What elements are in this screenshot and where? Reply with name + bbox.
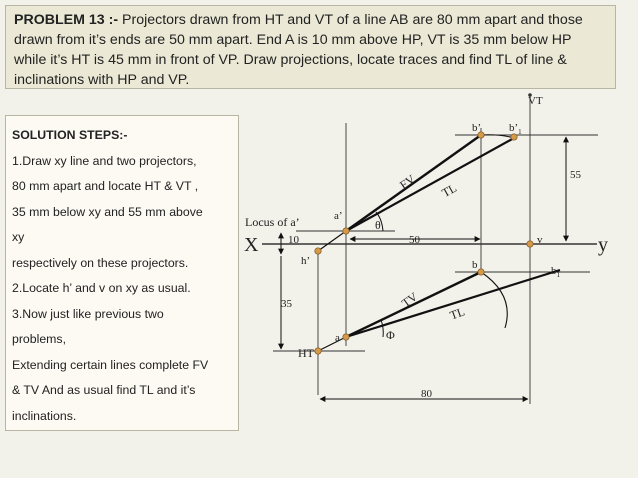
step-line: 1.Draw xy line and two projectors, <box>12 153 197 168</box>
dim-35-label: 35 <box>281 298 292 310</box>
step-line: 80 mm apart and locate HT & VT , <box>12 179 199 193</box>
vt-label: VT <box>528 95 543 107</box>
fv-extension <box>318 231 346 251</box>
true-length-top-line <box>346 138 514 231</box>
problem-line-4: inclinations with HP and VP. <box>14 72 190 88</box>
step-line: & TV And as usual find TL and it’s <box>12 383 196 397</box>
steps-heading: SOLUTION STEPS:- <box>12 128 128 142</box>
problem-line-2: drawn from it’s ends are 50 mm apart. End A is 10 mm above HP, VT is 35 mm below HP <box>14 32 572 48</box>
tl-top-label: TL <box>439 180 459 201</box>
tl-bottom-label: TL <box>447 304 467 323</box>
rotation-arc-bottom <box>481 272 507 328</box>
x-label: X <box>244 234 259 256</box>
problem-label: PROBLEM 13 :- <box>14 12 119 28</box>
step-line: respectively on these projectors. <box>12 255 189 270</box>
y-label: y <box>598 234 608 256</box>
dim-50-label: 50 <box>409 234 420 246</box>
step-line: problems, <box>12 332 66 346</box>
point-h-prime <box>315 248 321 254</box>
b-label: b <box>472 259 478 271</box>
phi-label: Φ <box>386 328 395 342</box>
point-a <box>343 334 349 340</box>
step-line: 2.Locate h’ and v on xy as usual. <box>12 281 191 295</box>
ht-label: HT <box>298 346 314 360</box>
point-v <box>527 241 533 247</box>
step-line: 35 mm below xy and 55 mm above <box>12 204 203 219</box>
fv-label: FV <box>397 171 418 193</box>
v-label: v <box>537 234 543 246</box>
dim-10-label: 10 <box>288 234 299 246</box>
step-line: inclinations. <box>12 408 77 423</box>
tv-label: TV <box>399 289 421 311</box>
true-length-bottom-line <box>346 270 560 337</box>
b-prime-label: b’ <box>472 122 482 134</box>
b1-prime-label: $b’_1$ <box>509 122 522 136</box>
step-line: 3.Now just like previous two <box>12 306 164 321</box>
a-prime-label: a’ <box>334 210 343 222</box>
dim-55-label: 55 <box>570 169 581 181</box>
dim-80-label: 80 <box>421 388 432 400</box>
point-b1-prime <box>511 134 517 140</box>
step-line: xy <box>12 230 25 244</box>
point-a-prime <box>343 228 349 234</box>
tv-extension <box>318 337 346 351</box>
locus-label: Locus of a’ <box>245 215 300 229</box>
phi-arc <box>381 320 383 337</box>
point-ht <box>315 348 321 354</box>
problem-line-3: while it’s HT is 45 mm in front of VP. Draw projections, locate traces and find TL of line & <box>14 52 567 68</box>
problem-line-1: Projectors drawn from HT and VT of a line AB are 80 mm apart and those <box>118 12 583 28</box>
step-line: Extending certain lines complete FV <box>12 357 209 372</box>
b1-label: $b_1$ <box>551 265 560 279</box>
h-prime-label: h’ <box>301 255 311 267</box>
point-b <box>478 269 484 275</box>
theta-label: θ <box>375 218 381 232</box>
a-label: a <box>335 332 340 344</box>
